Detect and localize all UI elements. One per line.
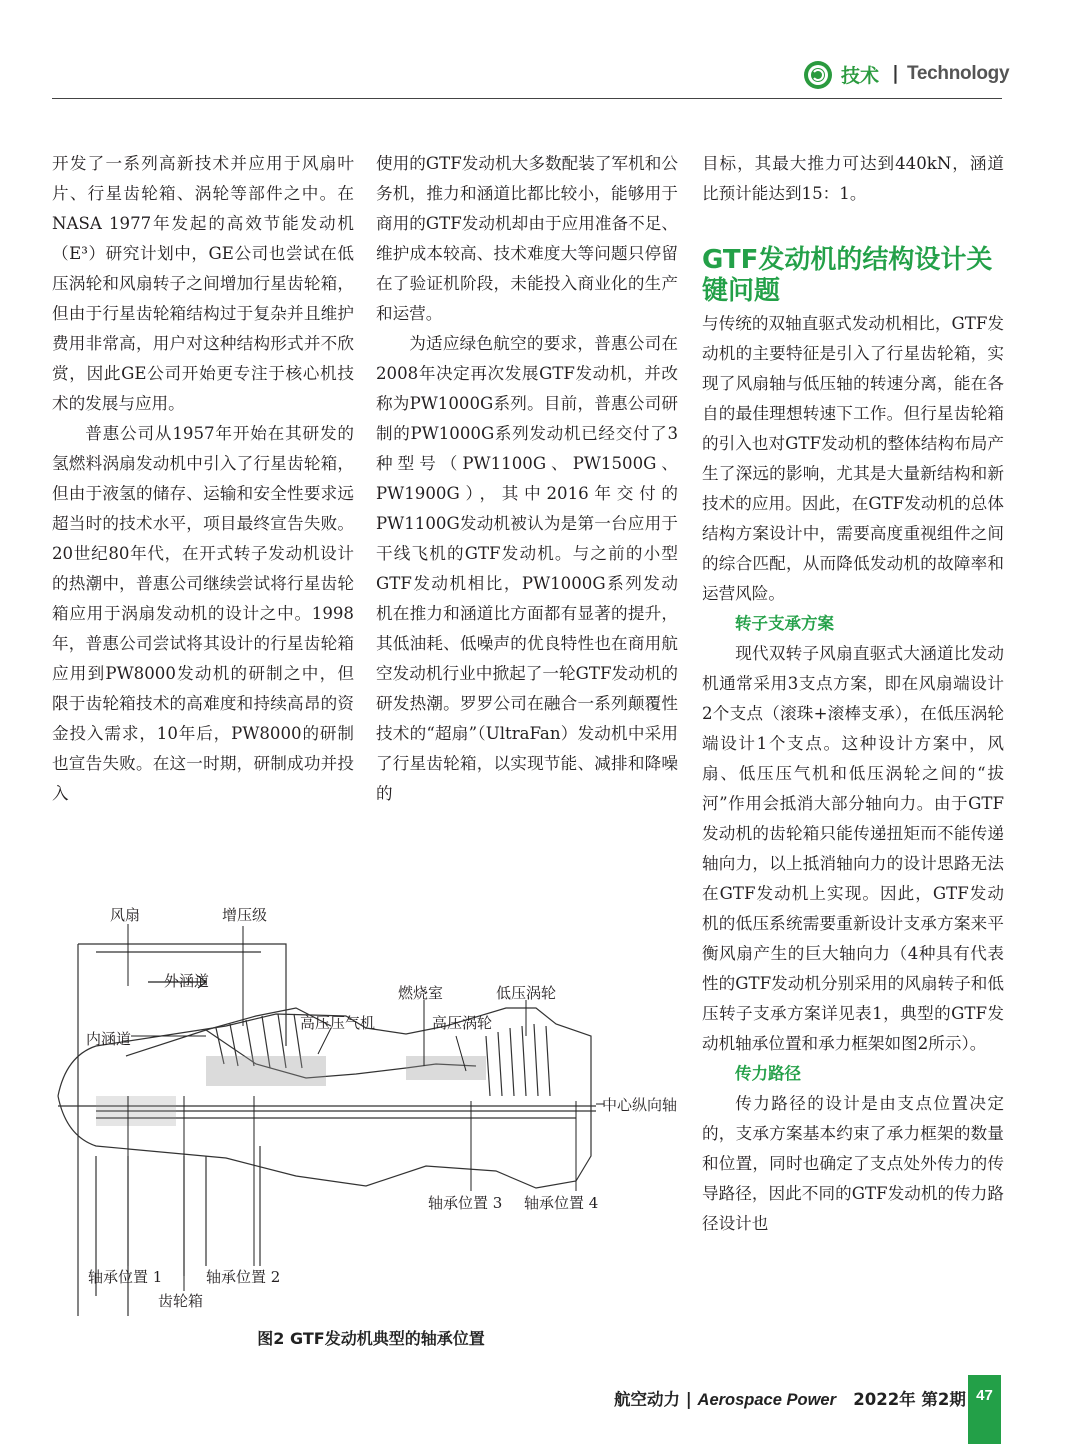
label-combustor: 燃烧室 [398,984,444,1002]
label-hpt: 高压涡轮 [432,1014,493,1032]
label-lpt: 低压涡轮 [496,984,557,1002]
figure-caption: 图2 GTF发动机典型的轴承位置 [257,1329,485,1348]
paragraph: 使用的GTF发动机大多数配装了军机和公务机，推力和涵道比都比较小，能够用于商用的GTF发动机却由于应用准备不足、维护成本较高、技术难度大等问题只停留在了验证机阶段，未能投入商业化的生产和运营。 [376,154,678,323]
footer-separator: | [685,1390,692,1409]
text-column-1 [52,149,354,809]
header-separator: | [892,62,899,84]
label-hpc: 高压压气机 [300,1014,376,1032]
page-number: 47 [968,1375,1001,1444]
paragraph: 传力路径的设计是由支点位置决定的，支承方案基本约束了承力框架的数量和位置，同时也确定了支点处外传力的传导路径，因此不同的GTF发动机的传力路径设计也 [702,1094,1004,1233]
text-column-3 [702,149,1004,1239]
journal-footer [614,1386,966,1410]
subheading: 转子支承方案 [735,614,834,633]
label-axis: 中心纵向轴 [602,1096,678,1114]
label-bypass-inner: 内涵道 [86,1030,132,1048]
paragraph: 现代双转子风扇直驱式大涵道比发动机通常采用3支点方案，即在风扇端设计2个支点（滚珠+滚棒支承），在低压涡轮端设计1个支点。这种设计方案中，风扇、低压压气机和低压涡轮之间的“拔河”作用会抵消大部分轴向力。由于GTF发动机的齿轮箱只能传递扭矩而不能传递轴向力，以上抵消轴向力的设计思路无法在GTF发动机上实现。因此，GTF发动机的低压系统需要重新设计支承方案来平衡风扇产生的巨大轴向力（4种具有代表性的GTF发动机分别采用的风扇转子和低压转子支承方案详见表1，典型的GTF发动机轴承位置和承力框架如图2所示）。 [702,644,1004,1053]
paragraph: 普惠公司从1957年开始在其研发的氢燃料涡扇发动机中引入了行星齿轮箱，但由于液氢的储存、运输和安全性要求远超当时的技术水平，项目最终宣告失败。20世纪80年代，在开式转子发动机设计的热潮中，普惠公司继续尝试将行星齿轮箱应用于涡扇发动机的设计之中。1998年，普惠公司尝试将其设计的行星齿轮箱应用到PW8000发动机的研制之中，但限于齿轮箱技术的高难度和持续高昂的资金投入需求，10年后，PW8000的研制也宣告失败。在这一时期，研制成功并投入 [52,424,354,803]
label-bearing-4: 轴承位置 4 [524,1194,599,1212]
journal-badge-icon [803,60,833,90]
label-bearing-1: 轴承位置 1 [88,1268,163,1286]
subheading: 传力路径 [735,1064,801,1083]
label-bearing-3: 轴承位置 3 [428,1194,503,1212]
label-bearing-2: 轴承位置 2 [206,1268,281,1286]
journal-issue: 2022年 第2期 [853,1390,966,1409]
label-bypass-outer: 外涵道 [164,972,210,990]
engine-cross-section-diagram [56,896,686,1316]
label-fan: 风扇 [110,906,141,924]
paragraph: 为适应绿色航空的要求，普惠公司在2008年决定再次发展GTF发动机，并改称为PW1000G系列。目前，普惠公司研制的PW1000G系列发动机已经交付了3种型号（PW1100G、PW1500G、PW1900G），其中2016年交付的PW1100G发动机被认为是第一台应用于干线飞机的GTF发动机。与之前的小型GTF发动机相比，PW1000G系列发动机在推力和涵道比方面都有显著的提升，其低油耗、低噪声的优良特性也在商用航空发动机行业中掀起了一轮GTF发动机的研发热潮。罗罗公司在融合一系列颠覆性技术的“超扇”（UltraFan）发动机中采用了行星齿轮箱，以实现节能、减排和降噪的 [376,334,678,803]
journal-name-en: Aerospace Power [697,1391,837,1409]
section-title: GTF发动机的结构设计关键问题 [702,245,993,306]
section-category-zh: 技术 [841,65,880,87]
label-gearbox: 齿轮箱 [158,1292,204,1310]
text-column-2 [376,149,678,809]
paragraph: 与传统的双轴直驱式发动机相比，GTF发动机的主要特征是引入了行星齿轮箱，实现了风扇轴与低压轴的转速分离，能在各自的最佳理想转速下工作。但行星齿轮箱的引入也对GTF发动机的整体结构布局产生了深远的影响，尤其是大量新结构和新技术的应用。因此，在GTF发动机的总体结构方案设计中，需要高度重视组件之间的综合匹配，从而降低发动机的故障率和运营风险。 [702,314,1004,603]
paragraph: 目标，其最大推力可达到440kN，涵道比预计能达到15：1。 [702,154,1004,203]
journal-name-zh: 航空动力 [614,1390,680,1409]
section-category-en: Technology [907,63,1010,84]
paragraph: 开发了一系列高新技术并应用于风扇叶片、行星齿轮箱、涡轮等部件之中。在NASA 1977年发起的高效节能发动机（E³）研究计划中，GE公司也尝试在低压涡轮和风扇转子之间增加行星齿轮箱，但由于行星齿轮箱结构过于复杂并且维护费用非常高，用户对这种结构形式并不欣赏，因此GE公司开始更专注于核心机技术的发展与应用。 [52,154,354,413]
label-booster: 增压级 [222,906,268,924]
header-rule [52,98,1002,99]
